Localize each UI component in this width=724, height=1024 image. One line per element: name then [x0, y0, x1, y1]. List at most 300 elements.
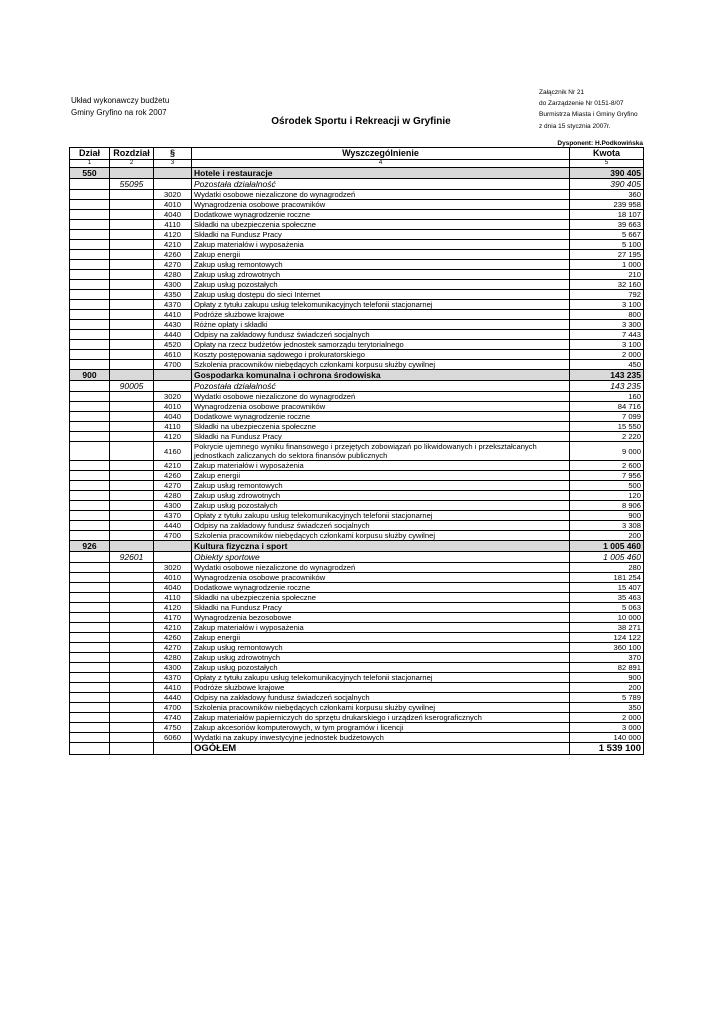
rozdzial-cell — [110, 270, 154, 280]
amount-cell: 390 405 — [570, 179, 644, 190]
amount-cell: 7 443 — [570, 330, 644, 340]
paragraph-cell: 4440 — [154, 693, 192, 703]
description-cell: Zakup usług pozostałych — [192, 663, 570, 673]
rozdzial-cell — [110, 412, 154, 422]
amount-cell: 143 235 — [570, 370, 644, 381]
description-cell: Zakup usług zdrowotnych — [192, 653, 570, 663]
amount-cell: 39 663 — [570, 220, 644, 230]
attachment-line-2: do Zarządzenie Nr 0151-8/07 — [539, 100, 624, 108]
attachment-line-4: z dnia 15 stycznia 2007r. — [539, 122, 611, 130]
dzial-cell — [70, 603, 110, 613]
column-index: 4 — [192, 160, 570, 168]
rozdzial-cell — [110, 360, 154, 370]
dzial-cell — [70, 693, 110, 703]
table-row — [70, 280, 644, 290]
amount-cell: 2 600 — [570, 461, 644, 471]
table-row — [70, 663, 644, 673]
table-row — [70, 300, 644, 310]
amount-cell: 350 — [570, 703, 644, 713]
dzial-cell — [70, 593, 110, 603]
table-row — [70, 350, 644, 360]
paragraph-cell: 4370 — [154, 511, 192, 521]
table-row — [70, 491, 644, 501]
description-cell: Szkolenia pracowników niebędących członkami korpusu służby cywilnej — [192, 531, 570, 541]
amount-cell: 120 — [570, 491, 644, 501]
rozdzial-cell — [110, 713, 154, 723]
rozdzial-cell — [110, 593, 154, 603]
amount-cell: 160 — [570, 392, 644, 402]
dzial-cell — [70, 511, 110, 521]
description-cell: Składki na Fundusz Pracy — [192, 432, 570, 442]
description-cell: Zakup usług pozostałych — [192, 280, 570, 290]
description-cell: Szkolenia pracowników niebędących członkami korpusu służby cywilnej — [192, 360, 570, 370]
dzial-cell — [70, 250, 110, 260]
amount-cell: 7 956 — [570, 471, 644, 481]
dzial-cell — [70, 623, 110, 633]
rozdzial-cell — [110, 733, 154, 743]
dzial-cell — [70, 200, 110, 210]
amount-cell: 500 — [570, 481, 644, 491]
rozdzial-cell — [110, 673, 154, 683]
rozdzial-cell — [110, 563, 154, 573]
description-cell: Zakup energii — [192, 250, 570, 260]
amount-cell: 360 — [570, 190, 644, 200]
table-row — [70, 673, 644, 683]
amount-cell: 27 195 — [570, 250, 644, 260]
dzial-cell: 926 — [70, 541, 110, 552]
description-cell: Pozostała działalność — [192, 179, 570, 190]
table-row — [70, 360, 644, 370]
paragraph-cell: 4300 — [154, 501, 192, 511]
dzial-cell — [70, 733, 110, 743]
amount-cell: 3 100 — [570, 300, 644, 310]
paragraph-cell: 4260 — [154, 471, 192, 481]
rozdzial-cell — [110, 220, 154, 230]
rozdzial-cell — [110, 330, 154, 340]
rozdzial-cell — [110, 703, 154, 713]
rozdzial-cell — [110, 643, 154, 653]
rozdzial-cell — [110, 541, 154, 552]
paragraph-cell — [154, 179, 192, 190]
table-row — [70, 623, 644, 633]
amount-cell: 792 — [570, 290, 644, 300]
table-row — [70, 290, 644, 300]
description-cell: Odpisy na zakładowy fundusz świadczeń socjalnych — [192, 330, 570, 340]
description-cell: Różne opłaty i składki — [192, 320, 570, 330]
amount-cell: 10 000 — [570, 613, 644, 623]
paragraph-cell: 4110 — [154, 422, 192, 432]
amount-cell: 450 — [570, 360, 644, 370]
table-row — [70, 501, 644, 511]
table-row — [70, 531, 644, 541]
rozdzial-cell — [110, 210, 154, 220]
amount-cell: 32 160 — [570, 280, 644, 290]
rozdzial-cell — [110, 531, 154, 541]
dzial-cell — [70, 402, 110, 412]
paragraph-cell: 4440 — [154, 330, 192, 340]
amount-cell: 3 300 — [570, 320, 644, 330]
paragraph-cell: 4280 — [154, 270, 192, 280]
amount-cell: 3 100 — [570, 340, 644, 350]
header-paragraf: § — [154, 148, 192, 160]
description-cell: Zakup usług zdrowotnych — [192, 270, 570, 280]
amount-cell: 200 — [570, 531, 644, 541]
dzial-cell — [70, 501, 110, 511]
rozdzial-cell: 92601 — [110, 552, 154, 563]
amount-cell: 239 958 — [570, 200, 644, 210]
description-cell: Wydatki osobowe niezaliczone do wynagrodzeń — [192, 563, 570, 573]
rozdzial-cell — [110, 290, 154, 300]
amount-cell: 2 220 — [570, 432, 644, 442]
dzial-cell — [70, 552, 110, 563]
paragraph-cell: 3020 — [154, 190, 192, 200]
dzial-cell — [70, 230, 110, 240]
column-index: 3 — [154, 160, 192, 168]
description-cell: Podróże służbowe krajowe — [192, 683, 570, 693]
rozdzial-cell — [110, 442, 154, 461]
dzial-cell — [70, 350, 110, 360]
description-cell: Dodatkowe wynagrodzenie roczne — [192, 210, 570, 220]
paragraph-cell: 4010 — [154, 402, 192, 412]
dzial-cell — [70, 392, 110, 402]
amount-cell: 390 405 — [570, 168, 644, 179]
description-cell: Obiekty sportowe — [192, 552, 570, 563]
total-row — [70, 743, 644, 755]
rozdzial-cell — [110, 300, 154, 310]
dzial-cell — [70, 663, 110, 673]
amount-cell: 210 — [570, 270, 644, 280]
description-cell: Pokrycie ujemnego wyniku finansowego i przejętych zobowiązań po likwidowanych i przekształcanych jednostkach zaliczanych do sektora finansów publicznych — [192, 442, 570, 461]
rozdzial-cell: 90005 — [110, 381, 154, 392]
description-cell: Wynagrodzenia osobowe pracowników — [192, 573, 570, 583]
attachment-line-1: Załącznik Nr 21 — [539, 89, 585, 96]
table-row — [70, 432, 644, 442]
rozdzial-cell — [110, 461, 154, 471]
dysponent-label: Dysponent: H.Podkowińska — [557, 140, 643, 147]
table-row — [70, 461, 644, 471]
dzial-cell — [70, 240, 110, 250]
description-cell: Zakup materiałów i wyposażenia — [192, 461, 570, 471]
paragraph-cell: 4110 — [154, 593, 192, 603]
amount-cell: 5 063 — [570, 603, 644, 613]
rozdzial-cell: 55095 — [110, 179, 154, 190]
description-cell: Składki na ubezpieczenia społeczne — [192, 593, 570, 603]
dzial-cell — [70, 260, 110, 270]
amount-cell: 38 271 — [570, 623, 644, 633]
paragraph-cell: 4700 — [154, 360, 192, 370]
description-cell: Opłaty z tytułu zakupu usług telekomunikacyjnych telefonii stacjonarnej — [192, 300, 570, 310]
dzial-cell — [70, 531, 110, 541]
attachment-line-3: Burmistrza Miasta i Gminy Gryfino — [539, 111, 638, 119]
paragraph-cell — [154, 381, 192, 392]
rozdzial-cell — [110, 200, 154, 210]
description-cell: Zakup usług remontowych — [192, 643, 570, 653]
description-cell: Zakup usług pozostałych — [192, 501, 570, 511]
paragraph-cell: 4110 — [154, 220, 192, 230]
rozdzial-cell — [110, 340, 154, 350]
table-row — [70, 220, 644, 230]
paragraph-cell: 4170 — [154, 613, 192, 623]
rozdzial-cell — [110, 260, 154, 270]
amount-cell: 360 100 — [570, 643, 644, 653]
dzial-cell — [70, 491, 110, 501]
paragraph-cell: 4750 — [154, 723, 192, 733]
header-rozdzial: Rozdział — [110, 148, 154, 160]
dzial-cell — [70, 412, 110, 422]
paragraph-cell — [154, 370, 192, 381]
dzial-cell — [70, 290, 110, 300]
table-row — [70, 412, 644, 422]
paragraph-cell: 4270 — [154, 481, 192, 491]
table-row — [70, 240, 644, 250]
description-cell: Zakup akcesoriów komputerowych, w tym programów i licencji — [192, 723, 570, 733]
dzial-row — [70, 541, 644, 552]
rozdzial-cell — [110, 633, 154, 643]
dzial-cell — [70, 300, 110, 310]
table-row — [70, 471, 644, 481]
rozdzial-cell — [110, 392, 154, 402]
header-description: Wyszczególnienie — [192, 148, 570, 160]
paragraph-cell: 4270 — [154, 260, 192, 270]
paragraph-cell: 4010 — [154, 573, 192, 583]
dzial-cell — [70, 673, 110, 683]
paragraph-cell: 3020 — [154, 563, 192, 573]
dzial-cell — [70, 481, 110, 491]
description-cell: Gospodarka komunalna i ochrona środowiska — [192, 370, 570, 381]
description-cell: Zakup materiałów i wyposażenia — [192, 240, 570, 250]
description-cell: Składki na Fundusz Pracy — [192, 603, 570, 613]
paragraph-cell: 4430 — [154, 320, 192, 330]
table-row — [70, 330, 644, 340]
rozdzial-cell — [110, 603, 154, 613]
description-cell: Podróże służbowe krajowe — [192, 310, 570, 320]
description-cell: Odpisy na zakładowy fundusz świadczeń socjalnych — [192, 521, 570, 531]
paragraph-cell: 4280 — [154, 491, 192, 501]
paragraph-cell: 4210 — [154, 623, 192, 633]
table-row — [70, 703, 644, 713]
dzial-cell — [70, 179, 110, 190]
amount-cell: 18 107 — [570, 210, 644, 220]
amount-cell: 5 100 — [570, 240, 644, 250]
dzial-row — [70, 168, 644, 179]
paragraph-cell: 4270 — [154, 643, 192, 653]
rozdzial-cell — [110, 240, 154, 250]
description-cell: Pozostała działalność — [192, 381, 570, 392]
rozdzial-cell — [110, 663, 154, 673]
description-cell: Koszty postępowania sądowego i prokuratorskiego — [192, 350, 570, 360]
description-cell: Składki na ubezpieczenia społeczne — [192, 220, 570, 230]
amount-cell: 5 789 — [570, 693, 644, 703]
dzial-cell: 900 — [70, 370, 110, 381]
paragraph-cell: 4280 — [154, 653, 192, 663]
paragraph-cell: 4440 — [154, 521, 192, 531]
description-cell: Zakup energii — [192, 633, 570, 643]
paragraph-cell: 4260 — [154, 633, 192, 643]
description-cell: Szkolenia pracowników niebędących członkami korpusu służby cywilnej — [192, 703, 570, 713]
table-row — [70, 200, 644, 210]
table-row — [70, 693, 644, 703]
amount-cell: 5 667 — [570, 230, 644, 240]
amount-cell: 800 — [570, 310, 644, 320]
column-index: 5 — [570, 160, 644, 168]
dzial-cell — [70, 703, 110, 713]
rozdzial-row — [70, 381, 644, 392]
paragraph-cell: 4260 — [154, 250, 192, 260]
rozdzial-cell — [110, 623, 154, 633]
table-row — [70, 442, 644, 461]
amount-cell: 9 000 — [570, 442, 644, 461]
rozdzial-cell — [110, 190, 154, 200]
rozdzial-cell — [110, 250, 154, 260]
amount-cell: 2 000 — [570, 350, 644, 360]
paragraph-cell: 4040 — [154, 412, 192, 422]
dzial-cell — [70, 310, 110, 320]
table-row — [70, 320, 644, 330]
paragraph-cell: 4740 — [154, 713, 192, 723]
description-cell: Opłaty z tytułu zakupu usług telekomunikacyjnych telefonii stacjonarnej — [192, 511, 570, 521]
attachment-note — [539, 87, 638, 132]
rozdzial-cell — [110, 471, 154, 481]
dzial-cell — [70, 220, 110, 230]
description-cell: Odpisy na zakładowy fundusz świadczeń socjalnych — [192, 693, 570, 703]
dzial-cell — [70, 563, 110, 573]
table-row — [70, 521, 644, 531]
rozdzial-cell — [110, 481, 154, 491]
rozdzial-cell — [110, 653, 154, 663]
table-row — [70, 613, 644, 623]
budget-layout-heading — [71, 95, 169, 119]
heading-line-1: Układ wykonawczy budżetu — [71, 96, 170, 105]
description-cell: Wynagrodzenia osobowe pracowników — [192, 402, 570, 412]
table-row — [70, 210, 644, 220]
dzial-row — [70, 370, 644, 381]
table-row — [70, 653, 644, 663]
paragraph-cell — [154, 168, 192, 179]
dzial-cell — [70, 330, 110, 340]
paragraph-cell: 4610 — [154, 350, 192, 360]
rozdzial-cell — [110, 573, 154, 583]
paragraph-cell: 4350 — [154, 290, 192, 300]
description-cell: Zakup materiałów papierniczych do sprzętu drukarskiego i urządzeń kserograficznych — [192, 713, 570, 723]
table-row — [70, 633, 644, 643]
column-index: 2 — [110, 160, 154, 168]
rozdzial-cell — [110, 320, 154, 330]
rozdzial-cell — [110, 693, 154, 703]
rozdzial-cell — [110, 310, 154, 320]
dzial-cell: 550 — [70, 168, 110, 179]
paragraph-cell: 4370 — [154, 673, 192, 683]
paragraph-cell: 6060 — [154, 733, 192, 743]
amount-cell: 143 235 — [570, 381, 644, 392]
paragraph-cell: 4300 — [154, 280, 192, 290]
amount-cell: 900 — [570, 673, 644, 683]
column-index: 1 — [70, 160, 110, 168]
rozdzial-cell — [110, 370, 154, 381]
dzial-cell — [70, 713, 110, 723]
table-row — [70, 392, 644, 402]
amount-cell: 200 — [570, 683, 644, 693]
amount-cell: 1 000 — [570, 260, 644, 270]
table-row — [70, 270, 644, 280]
dzial-cell — [70, 422, 110, 432]
rozdzial-cell — [110, 613, 154, 623]
rozdzial-cell — [110, 723, 154, 733]
table-row — [70, 723, 644, 733]
rozdzial-cell — [110, 422, 154, 432]
rozdzial-cell — [110, 501, 154, 511]
amount-cell: 370 — [570, 653, 644, 663]
dzial-cell — [70, 320, 110, 330]
paragraph-cell: 4210 — [154, 461, 192, 471]
dzial-cell — [70, 270, 110, 280]
description-cell: Zakup usług dostępu do sieci Internet — [192, 290, 570, 300]
rozdzial-cell — [110, 511, 154, 521]
dzial-cell — [70, 442, 110, 461]
table-row — [70, 250, 644, 260]
paragraph-cell: 4410 — [154, 310, 192, 320]
amount-cell: 82 891 — [570, 663, 644, 673]
table-row — [70, 402, 644, 412]
table-row — [70, 683, 644, 693]
rozdzial-cell — [110, 683, 154, 693]
description-cell: Wydatki osobowe niezaliczone do wynagrodzeń — [192, 190, 570, 200]
document-title: Ośrodek Sportu i Rekreacji w Gryfinie — [271, 116, 451, 127]
description-cell: Wynagrodzenia osobowe pracowników — [192, 200, 570, 210]
description-cell: Wydatki na zakupy inwestycyjne jednostek budżetowych — [192, 733, 570, 743]
dzial-cell — [70, 190, 110, 200]
description-cell: Wynagrodzenia bezosobowe — [192, 613, 570, 623]
amount-cell: 8 906 — [570, 501, 644, 511]
amount-cell: 181 254 — [570, 573, 644, 583]
dzial-cell — [70, 360, 110, 370]
table-row — [70, 563, 644, 573]
description-cell: Zakup materiałów i wyposażenia — [192, 623, 570, 633]
amount-cell: 7 099 — [570, 412, 644, 422]
header-dzial: Dział — [70, 148, 110, 160]
table-row — [70, 340, 644, 350]
dzial-cell — [70, 573, 110, 583]
paragraph-cell — [154, 541, 192, 552]
dzial-cell — [70, 583, 110, 593]
column-index-row — [70, 160, 644, 168]
description-cell: Opłaty z tytułu zakupu usług telekomunikacyjnych telefonii stacjonarnej — [192, 673, 570, 683]
table-row — [70, 643, 644, 653]
amount-cell: 140 000 — [570, 733, 644, 743]
dzial-cell — [70, 340, 110, 350]
paragraph-cell: 4120 — [154, 603, 192, 613]
description-cell: Zakup usług remontowych — [192, 481, 570, 491]
paragraph-cell: 4040 — [154, 583, 192, 593]
paragraph-cell: 4300 — [154, 663, 192, 673]
amount-cell: 900 — [570, 511, 644, 521]
rozdzial-cell — [110, 583, 154, 593]
dzial-cell — [70, 633, 110, 643]
heading-line-2: Gminy Gryfino na rok 2007 — [71, 108, 167, 117]
amount-cell: 124 122 — [570, 633, 644, 643]
dzial-cell — [70, 381, 110, 392]
rozdzial-cell — [110, 491, 154, 501]
amount-cell: 1 005 460 — [570, 552, 644, 563]
amount-cell: 1 005 460 — [570, 541, 644, 552]
paragraph-cell: 4210 — [154, 240, 192, 250]
paragraph-cell: 4010 — [154, 200, 192, 210]
table-row — [70, 190, 644, 200]
dzial-cell — [70, 461, 110, 471]
description-cell: Dodatkowe wynagrodzenie roczne — [192, 412, 570, 422]
paragraph-cell — [154, 552, 192, 563]
paragraph-cell: 4700 — [154, 531, 192, 541]
header-amount: Kwota — [570, 148, 644, 160]
